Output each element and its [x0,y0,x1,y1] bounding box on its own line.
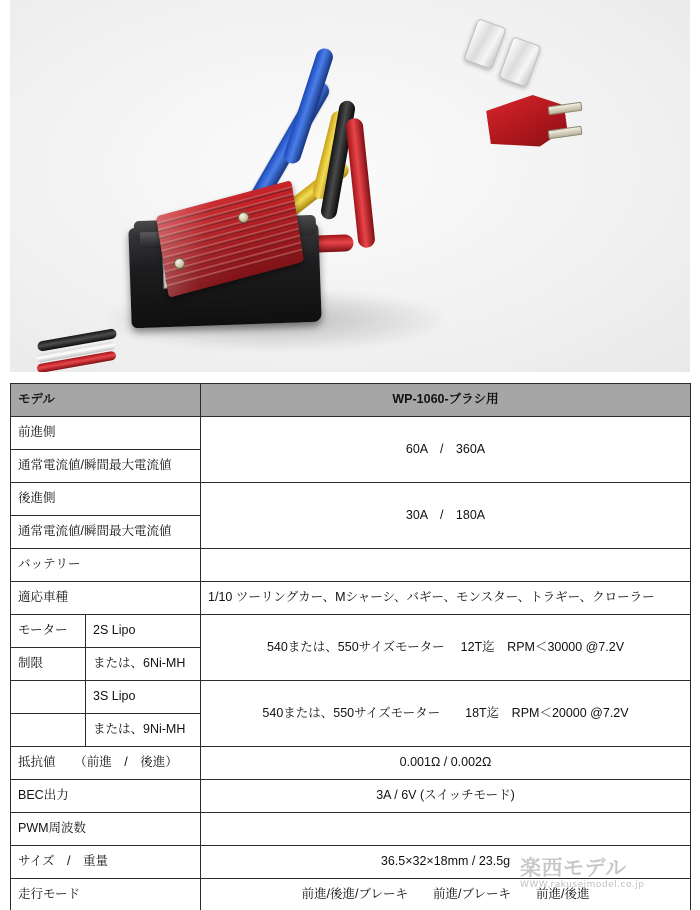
row-value-vehicle-type: 1/10 ツーリングカー、Mシャーシ、バギー、モンスター、トラギー、クローラー [201,582,691,615]
table-row [11,780,691,813]
row-value-forward-current: 60A / 360A [201,417,691,483]
row-label-vehicle-type: 適応車種 [11,582,201,615]
header-model-label: モデル [11,384,201,417]
row-sublabel-6nimh: または、6Ni-MH [86,648,201,681]
table-row [11,549,691,582]
row-value-reverse-current: 30A / 180A [201,483,691,549]
row-label-battery: バッテリー [11,549,201,582]
heatsink-screw-2 [174,258,185,269]
row-value-size-weight: 36.5×32×18mm / 23.5g [201,846,691,879]
row-label-pwm-frequency: PWM周波数 [11,813,201,846]
row-sublabel-2s-lipo: 2S Lipo [86,615,201,648]
table-row [11,483,691,516]
table-row [11,747,691,780]
product-photo [0,0,700,372]
row-sublabel-9nimh: または、9Ni-MH [86,714,201,747]
row-label-motor-limit-line2: 制限 [11,648,86,681]
row-label-bec-output: BEC出力 [11,780,201,813]
row-value-drive-mode: 前進/後進/ブレーキ 前進/ブレーキ 前進/後進 [201,879,691,910]
row-value-battery [201,549,691,582]
row-value-motor-limit-2s: 540または、550サイズモーター 12T迄 RPM＜30000 @7.2V [201,615,691,681]
row-label-size-weight: サイズ / 重量 [11,846,201,879]
specification-table-wrapper [10,383,690,910]
row-value-resistance: 0.001Ω / 0.002Ω [201,747,691,780]
row-label-resistance: 抵抗値 （前進 / 後進） [11,747,201,780]
row-label-reverse-current-desc: 通常電流値/瞬間最大電流値 [11,516,201,549]
table-row [11,813,691,846]
table-row-header [11,384,691,417]
row-value-bec-output: 3A / 6V (スイッチモード) [201,780,691,813]
row-label-motor-spacer-1 [11,681,86,714]
table-row [11,615,691,648]
specification-table [10,383,691,910]
row-value-motor-limit-3s: 540または、550サイズモーター 18T迄 RPM＜20000 @7.2V [201,681,691,747]
watermark-main: 楽西モデル [520,856,627,880]
row-label-motor-spacer-2 [11,714,86,747]
row-label-drive-mode: 走行モード [11,879,201,910]
table-row [11,417,691,450]
row-sublabel-3s-lipo: 3S Lipo [86,681,201,714]
row-value-pwm-frequency [201,813,691,846]
row-label-forward-side: 前進側 [11,417,201,450]
table-row [11,846,691,879]
heatsink-screw-1 [238,212,249,223]
header-model-value: WP-1060-ブラシ用 [201,384,691,417]
watermark-url: WWW.rakuseimodel.co.jp [520,880,645,890]
table-row [11,582,691,615]
table-row [11,879,691,910]
table-row [11,681,691,714]
row-label-reverse-side: 後進側 [11,483,201,516]
row-label-motor-limit-line1: モーター [11,615,86,648]
row-label-forward-current-desc: 通常電流値/瞬間最大電流値 [11,450,201,483]
